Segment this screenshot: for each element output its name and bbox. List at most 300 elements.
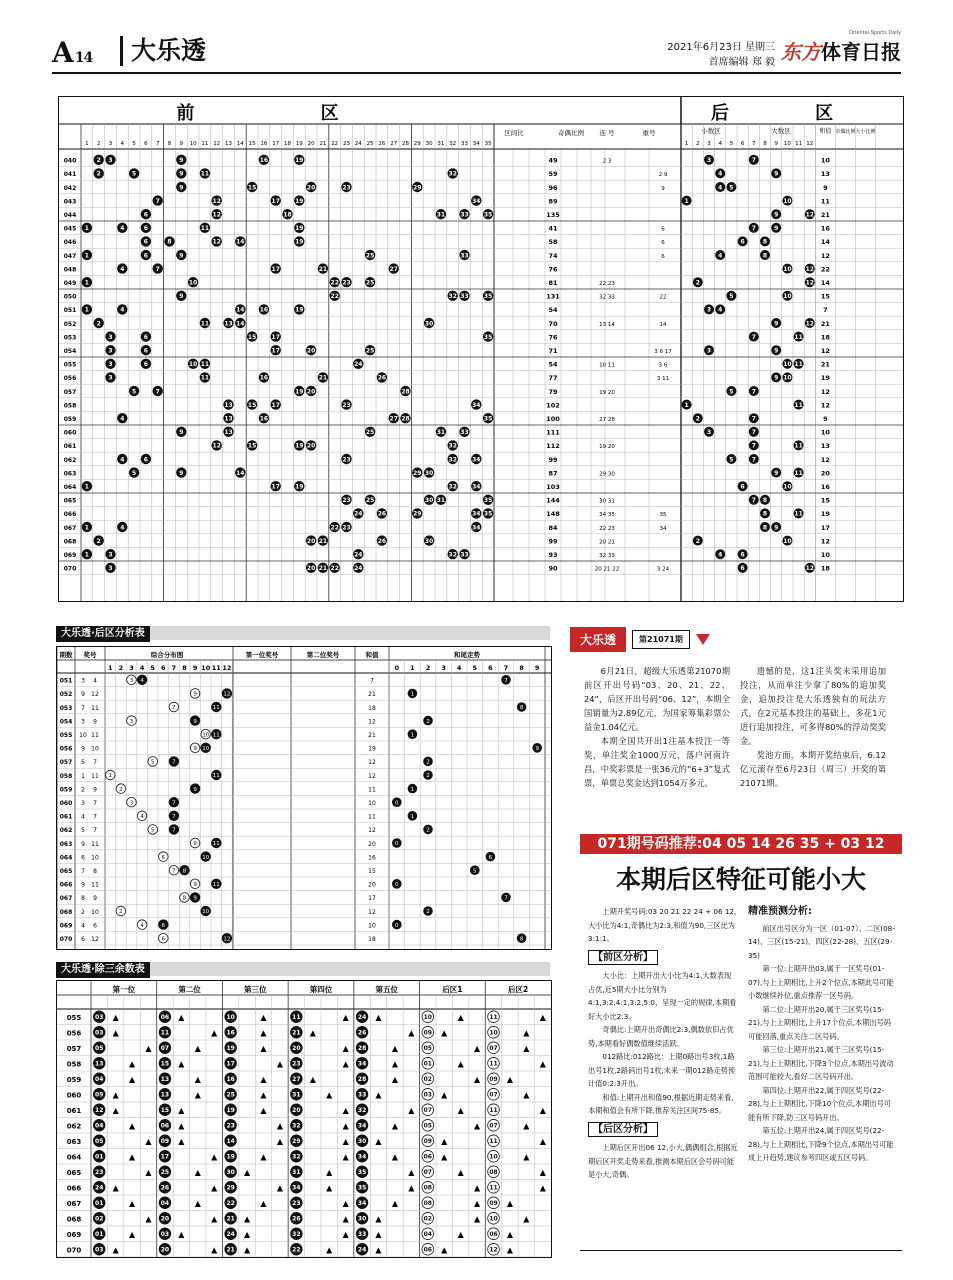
- news-para-1: 6月21日，超级大乐透第21070期前区开出号码“03、20、21、22、24”，后区开出号码“06、12”，本期全国销量为2.89亿元，为国家筹集彩票公益金1.04亿元。: [584, 666, 730, 732]
- issue-no: 069: [66, 1231, 82, 1239]
- prize-b: 6: [93, 922, 97, 930]
- sum-value: 87: [548, 469, 558, 478]
- back-ball-label: 7: [751, 456, 756, 464]
- tail-col-label: 4: [456, 664, 462, 672]
- sum-value: 20: [368, 840, 376, 848]
- back-ball-label: 10: [783, 293, 792, 301]
- prize-b: 9: [93, 718, 97, 726]
- front-ball-label: 33: [460, 211, 469, 219]
- remainder-ball-label: 32: [292, 1153, 301, 1161]
- back-ball-label: 7: [751, 429, 756, 437]
- front-ball-label: 31: [436, 497, 446, 505]
- forecast-p4: 第四位:上期开出22,属于四区奖号(22-28),与上上期相比,下降10个位点,本期出号可能有所下降,防三区号码开出。: [748, 1085, 891, 1122]
- front-ball-label: 35: [483, 333, 493, 341]
- remainder-ball-label: 13: [160, 1091, 170, 1099]
- remainder-mark: ▲: [260, 1152, 267, 1162]
- remainder-ball-label: 20: [160, 1215, 170, 1223]
- paper-en-name: Oriental Sports Daily: [849, 30, 901, 36]
- remainder-ball-label: 05: [423, 1122, 432, 1130]
- back-ball-label: 8: [762, 238, 768, 246]
- front-ball-label: 6: [143, 225, 148, 233]
- tail-col-label: 5: [472, 664, 478, 672]
- forecast-p3: 第三位:上期开出21,属于三区奖号(15-21),与上上期相比,下降3个位点,本期出号波动范围可能较大,看好二区号码开出。: [748, 1045, 894, 1081]
- remainder-mark: ▲: [178, 1059, 185, 1069]
- prize-b: 7: [93, 800, 97, 807]
- back-col-label: 9: [774, 141, 778, 147]
- front-ball-label: 21: [318, 265, 328, 273]
- issue-no: 062: [63, 456, 77, 464]
- front-col-label: 9: [179, 141, 184, 147]
- prize-a: 2: [81, 908, 85, 916]
- back-dist-ball-label: 5: [150, 827, 155, 834]
- front-ball-label: 19: [295, 197, 304, 205]
- remainder-ball-label: 09: [423, 1138, 432, 1146]
- back-ball-label: 9: [774, 170, 779, 178]
- back-ball-label: 5: [729, 388, 734, 396]
- remainder-mark: ▲: [342, 1152, 349, 1162]
- remainder-mark: ▲: [145, 1136, 152, 1146]
- remainder-ball-label: 30: [357, 1215, 367, 1223]
- back-ball-label: 9: [774, 469, 779, 477]
- remainder-mark: ▲: [194, 1043, 201, 1053]
- remainder-mark: ▲: [128, 1198, 136, 1208]
- front-ball-label: 3: [108, 361, 113, 369]
- remainder-mark: ▲: [145, 1214, 152, 1224]
- front-ball-label: 30: [424, 469, 434, 477]
- prize-a: 3: [81, 718, 85, 726]
- back-ball-label: 6: [740, 238, 745, 246]
- front-ball-label: 33: [460, 551, 469, 559]
- back-dist-ball-label: 10: [202, 854, 210, 861]
- remainder-mark: ▲: [194, 1074, 201, 1084]
- sum-value: 12: [368, 827, 376, 835]
- front-ball-label: 9: [179, 252, 184, 260]
- chong-value: 2 9: [658, 172, 668, 179]
- issue-no: 063: [63, 470, 77, 478]
- front-col-label: 22: [331, 141, 339, 147]
- issue-no: 061: [59, 813, 73, 821]
- tail-ball-label: 8: [519, 936, 524, 943]
- front-ball-label: 11: [200, 225, 210, 233]
- front-col-label: 24: [354, 141, 362, 147]
- remainder-mark: ▲: [178, 1105, 185, 1115]
- back-ball-label: 5: [729, 293, 734, 301]
- remainder-mark: ▲: [260, 1043, 267, 1053]
- front-ball-label: 31: [436, 429, 446, 437]
- issue-no: 070: [66, 1246, 82, 1255]
- remainder-ball-label: 32: [292, 1231, 301, 1239]
- remainder-ball-label: 11: [489, 1060, 498, 1068]
- remainder-mark: ▲: [441, 1028, 448, 1038]
- front-ball-label: 11: [200, 320, 210, 328]
- prize-b: 11: [91, 732, 99, 739]
- back-ball-label: 3: [706, 306, 712, 314]
- chong-value: 35: [659, 512, 667, 519]
- tail-ball-label: 1: [410, 732, 415, 739]
- back-title: 后 区: [710, 103, 874, 124]
- dist-col-label: 6: [161, 664, 166, 672]
- remainder-mark: ▲: [145, 1167, 152, 1177]
- front-ball-label: 19: [295, 157, 304, 165]
- dist-col-label: 9: [192, 664, 198, 672]
- article-col-2: [740, 664, 886, 790]
- remainder-mark: ▲: [391, 1043, 399, 1053]
- prize-b: 11: [91, 840, 99, 848]
- front-ball-label: 2: [96, 157, 101, 165]
- page-number: A 14: [52, 36, 93, 69]
- front-ball-label: 3: [108, 565, 113, 573]
- back-dist-ball-label: 3: [129, 718, 134, 725]
- issue-no: 066: [59, 881, 73, 889]
- back-ball-label: 6: [740, 565, 745, 573]
- tail-col-label: 8: [519, 664, 524, 672]
- remainder-mark: ▲: [211, 1245, 218, 1255]
- remainder-mark: ▲: [506, 1245, 514, 1255]
- remainder-ball-label: 26: [357, 1029, 367, 1037]
- front-col-label: 26: [378, 141, 386, 147]
- front-ball-label: 6: [143, 361, 148, 369]
- front-ball-label: 12: [212, 238, 221, 246]
- back-sum: 21: [820, 211, 830, 219]
- front-analysis-heading: 【前区分析】: [588, 950, 658, 966]
- remainder-ball-label: 17: [226, 1060, 235, 1068]
- back-dist-ball-label: 9: [193, 895, 197, 902]
- back-analysis-heading: 【后区分析】: [588, 1122, 658, 1138]
- front-col-label: 34: [472, 141, 480, 147]
- remainder-mark: ▲: [506, 1074, 514, 1084]
- remainder-ball-label: 15: [160, 1107, 170, 1115]
- front-ball-label: 24: [354, 510, 363, 518]
- section-title: 大乐透: [120, 36, 206, 66]
- sum-value: 74: [548, 251, 558, 260]
- front-col-label: 5: [132, 141, 136, 147]
- back-sum: 18: [820, 564, 830, 573]
- prize-a: 6: [81, 854, 85, 862]
- front-ball-label: 4: [120, 306, 125, 314]
- issue-no: 059: [63, 416, 77, 423]
- remainder-ball-label: 01: [95, 1231, 104, 1239]
- sum-value: 12: [368, 772, 376, 780]
- remainder-ball-label: 13: [160, 1076, 170, 1084]
- sum-value: 16: [368, 854, 376, 862]
- front-col-label: 15: [248, 141, 256, 147]
- prize-b: 10: [91, 854, 99, 862]
- back-sum: 13: [820, 442, 830, 451]
- back-ball-label: 9: [774, 211, 779, 219]
- sum-value: 18: [368, 704, 376, 712]
- remainder-ball-label: 11: [160, 1029, 170, 1037]
- remainder-mark: ▲: [523, 1152, 530, 1162]
- issue-no: 066: [66, 1184, 82, 1193]
- remainder-ball-label: 08: [423, 1184, 432, 1192]
- front-ball-label: 17: [271, 265, 280, 273]
- remainder-ball-label: 11: [489, 1184, 498, 1192]
- article-col-1: [584, 664, 730, 790]
- sum-value: 41: [548, 224, 558, 233]
- remainder-mark: ▲: [375, 1214, 382, 1224]
- remainder-group-header: 第一位: [112, 985, 136, 994]
- front-ball-label: 16: [259, 157, 269, 165]
- remainder-mark: ▲: [326, 1183, 333, 1193]
- front-ball-label: 27: [389, 415, 398, 423]
- front-ball-label: 4: [120, 456, 125, 464]
- prize-b: 7: [93, 813, 97, 821]
- issue-no: 065: [63, 497, 77, 505]
- front-ball-label: 34: [472, 510, 481, 518]
- remainder-ball-label: 32: [292, 1122, 301, 1130]
- tail-ball-label: 0: [395, 882, 399, 888]
- issue-no: 065: [59, 868, 73, 875]
- back-sum: 18: [820, 333, 830, 342]
- front-ball-label: 23: [342, 279, 351, 287]
- dist-col-label: 7: [171, 664, 177, 672]
- front-ball-label: 26: [377, 510, 387, 518]
- remainder-mark: ▲: [178, 1121, 185, 1131]
- front-ball-label: 33: [460, 429, 469, 437]
- front-col-label: 30: [425, 141, 433, 147]
- front-ball-label: 33: [460, 293, 469, 301]
- remainder-mark: ▲: [178, 1136, 185, 1146]
- chong-value: 6: [661, 240, 665, 247]
- front-ball-label: 10: [188, 361, 198, 369]
- front-ball-label: 4: [120, 225, 125, 233]
- remainder-mark: ▲: [276, 1183, 284, 1193]
- remainder-mark: ▲: [441, 1136, 448, 1146]
- front-ball-label: 12: [212, 211, 221, 219]
- back-col-label: 1: [684, 141, 689, 147]
- front-ball-label: 19: [295, 238, 304, 246]
- remainder-ball-label: 24: [357, 1014, 367, 1022]
- front-col-label: 28: [402, 141, 409, 147]
- sum-value: 111: [546, 428, 560, 437]
- remainder-mark: ▲: [342, 1043, 349, 1053]
- remainder-ball-label: 26: [292, 1215, 301, 1223]
- front-ball-label: 32: [448, 442, 457, 450]
- remainder-mark: ▲: [342, 1059, 349, 1069]
- mid-header: 奇偶比例: [558, 129, 584, 137]
- back-dist-ball-label: 2: [119, 786, 123, 793]
- front-ball-label: 3: [108, 157, 113, 165]
- back-ball-label: 9: [774, 225, 779, 233]
- back-dist-ball-label: 5: [150, 759, 155, 766]
- issue-no: 065: [66, 1169, 82, 1177]
- prize-a: 1: [81, 772, 85, 780]
- remainder-ball-label: 10: [489, 1029, 498, 1037]
- headline: 本期后区特征可能小大: [615, 865, 866, 894]
- issue-no: 067: [59, 895, 73, 903]
- remainder-ball-label: 06: [489, 1231, 498, 1239]
- front-col-label: 35: [484, 141, 492, 147]
- remainder-ball-label: 25: [160, 1169, 170, 1177]
- prize-a: 9: [81, 881, 85, 889]
- front-ball-label: 25: [365, 347, 375, 355]
- front-ball-label: 15: [247, 442, 257, 450]
- back-ball-label: 8: [762, 252, 768, 260]
- front-ball-label: 35: [483, 415, 493, 423]
- remainder-mark: ▲: [473, 1074, 481, 1084]
- issue-no: 058: [63, 402, 77, 410]
- front-ball-label: 22: [330, 279, 339, 287]
- issue-no: 049: [63, 280, 77, 287]
- remainder-mark: ▲: [128, 1229, 136, 1239]
- remainder-ball-label: 21: [226, 1215, 235, 1223]
- news-para-4: 奖池方面，本期开奖结束后，6.12亿元滚存至6月23日（周三）开奖的第21071期。: [740, 750, 886, 788]
- front-ball-label: 5: [132, 469, 137, 477]
- remainder-mark: ▲: [211, 1152, 218, 1162]
- issue-no: 042: [63, 184, 77, 192]
- dist-col-label: 4: [139, 664, 145, 672]
- front-ball-label: 29: [413, 469, 422, 477]
- issue-no: 069: [59, 922, 73, 930]
- tail-ball-label: 2: [426, 909, 430, 916]
- remainder-ball-label: 09: [95, 1091, 104, 1099]
- sum-value: 12: [368, 759, 376, 767]
- sum-value: 18: [368, 936, 376, 943]
- front-ball-label: 28: [401, 415, 410, 423]
- remainder-mark: ▲: [112, 1090, 119, 1100]
- front-col-label: 2: [96, 141, 101, 147]
- back-ball-label: 10: [783, 537, 792, 545]
- front-analysis-2: 奇偶比:上期开出奇偶比2:3,偶数依旧占优势,本期看好偶数值继续活跃。: [588, 1025, 734, 1048]
- issue-no: 053: [63, 334, 77, 342]
- remainder-mark: ▲: [473, 1198, 481, 1208]
- issue-no: 060: [66, 1091, 82, 1100]
- remainder-group-header: 第二位: [178, 985, 201, 994]
- issue-no: 067: [66, 1200, 82, 1208]
- remainder-ball-label: 09: [489, 1200, 498, 1208]
- back-sum: 21: [820, 319, 830, 328]
- front-ball-label: 9: [179, 469, 184, 477]
- remainder-mark: ▲: [523, 1214, 530, 1224]
- front-ball-label: 1: [84, 225, 89, 233]
- remainder-mark: ▲: [539, 1105, 546, 1115]
- forecast-p2: 第二位:上期开出20,属于三区奖号(15-21),与上上期相比,上升17个位点,本期出号码可能回落,重点关注二区号码。: [748, 1004, 891, 1041]
- issue-no: 060: [63, 429, 77, 437]
- back-dist-ball-label: 11: [212, 841, 220, 848]
- sum-value: 71: [548, 347, 558, 355]
- remainder-mark: ▲: [457, 1059, 464, 1069]
- issue-no: 056: [63, 375, 77, 383]
- date-line: 2021年6月23日 星期三 首席编辑 郑 毅: [667, 42, 775, 68]
- front-col-label: 1: [85, 141, 89, 147]
- sum-value: 15: [368, 868, 376, 875]
- back-col-label: 2: [696, 141, 700, 147]
- remainder-mark: ▲: [276, 1059, 284, 1069]
- back-col-label: 7: [752, 141, 756, 147]
- front-col-label: 6: [144, 141, 148, 147]
- article: [570, 626, 902, 790]
- remainder-ball-label: 21: [292, 1029, 301, 1037]
- back-ball-label: 3: [706, 157, 712, 165]
- remainder-mark: ▲: [523, 1090, 530, 1100]
- back-dist-ball-label: 7: [172, 868, 176, 875]
- front-ball-label: 1: [84, 483, 89, 491]
- prize-a: 10: [79, 732, 87, 739]
- front-ball-label: 29: [413, 510, 422, 518]
- remainder-mark: ▲: [375, 1012, 382, 1022]
- remainder-mark: ▲: [539, 1012, 546, 1022]
- back-ball-label: 2: [695, 537, 700, 545]
- tail-ball-label: 0: [395, 841, 399, 848]
- back-sum: 10: [820, 428, 830, 437]
- remainder-mark: ▲: [178, 1012, 185, 1022]
- front-ball-label: 22: [330, 565, 339, 573]
- remainder-ball-label: 13: [95, 1060, 104, 1068]
- remainder-mark: ▲: [408, 1105, 415, 1115]
- remainder-ball-label: 35: [357, 1184, 367, 1192]
- back-header-bs: 大小比例: [855, 129, 876, 135]
- back-analysis-header: 综合分布图: [150, 651, 184, 659]
- back-sum: 13: [820, 170, 830, 179]
- back-dist-ball-label: 12: [223, 936, 231, 943]
- remainder-mark: ▲: [457, 1105, 464, 1115]
- tail-col-label: 6: [488, 664, 493, 672]
- back-dist-ball-label: 9: [193, 882, 197, 888]
- front-ball-label: 11: [200, 361, 210, 369]
- remainder-mark: ▲: [243, 1229, 251, 1239]
- back-ball-label: 11: [794, 333, 803, 341]
- front-ball-label: 4: [120, 265, 125, 273]
- back-col-label: 4: [718, 141, 722, 147]
- issue-no: 051: [59, 677, 73, 685]
- issue-no: 050: [63, 293, 77, 301]
- remainder-ball-label: 27: [292, 1076, 301, 1084]
- remainder-mark: ▲: [260, 1198, 267, 1208]
- front-ball-label: 25: [365, 429, 375, 437]
- front-ball-label: 34: [472, 456, 481, 464]
- front-ball-label: 35: [483, 293, 493, 301]
- remainder-ball-label: 23: [95, 1169, 104, 1177]
- issue-no: 055: [66, 1014, 82, 1022]
- front-ball-label: 1: [84, 524, 89, 532]
- front-ball-label: 25: [365, 252, 375, 260]
- sum-value: 131: [546, 292, 560, 301]
- sum-value: 90: [548, 564, 558, 573]
- sum-value: 76: [548, 333, 558, 342]
- remainder-mark: ▲: [112, 1245, 119, 1255]
- prize-a: 9: [81, 745, 85, 753]
- remainder-ball-label: 16: [226, 1076, 235, 1084]
- issue-no: 064: [66, 1153, 82, 1162]
- forecast-p1: 第一位:上期开出03,属于一区奖号(01-07),与上上期相比,上升2个位点,本期此号可能小数继续补位,重点推荐一区号码。: [748, 964, 894, 1000]
- tail-col-label: 0: [394, 664, 400, 672]
- chong-value: 3 11: [656, 376, 670, 383]
- back-sum: 12: [820, 387, 830, 396]
- front-ball-label: 6: [143, 333, 148, 341]
- chong-value: 6: [661, 253, 665, 260]
- back-col-label: 11: [795, 141, 803, 147]
- front-ball-label: 17: [271, 197, 280, 205]
- back-dist-ball-label: 8: [182, 895, 187, 902]
- remainder-ball-label: 20: [160, 1246, 170, 1254]
- remainder-ball-label: 04: [95, 1122, 104, 1130]
- remainder-ball-label: 04: [423, 1231, 432, 1239]
- prize-b: 10: [91, 745, 99, 753]
- sum-value: 7: [370, 677, 374, 685]
- prize-a: 3: [81, 677, 85, 685]
- remainder-mark: ▲: [457, 1012, 464, 1022]
- tail-ball-label: 0: [395, 800, 399, 807]
- prize-b: 8: [93, 868, 97, 875]
- issue-no: 068: [66, 1215, 82, 1224]
- issue-no: 057: [59, 759, 73, 767]
- back-sum: 16: [820, 224, 830, 233]
- back-ball-label: 7: [751, 157, 756, 165]
- front-ball-label: 5: [132, 388, 137, 396]
- prize-a: 2: [81, 786, 85, 794]
- lian-value: 22 23: [599, 525, 615, 532]
- front-ball-label: 25: [365, 279, 375, 287]
